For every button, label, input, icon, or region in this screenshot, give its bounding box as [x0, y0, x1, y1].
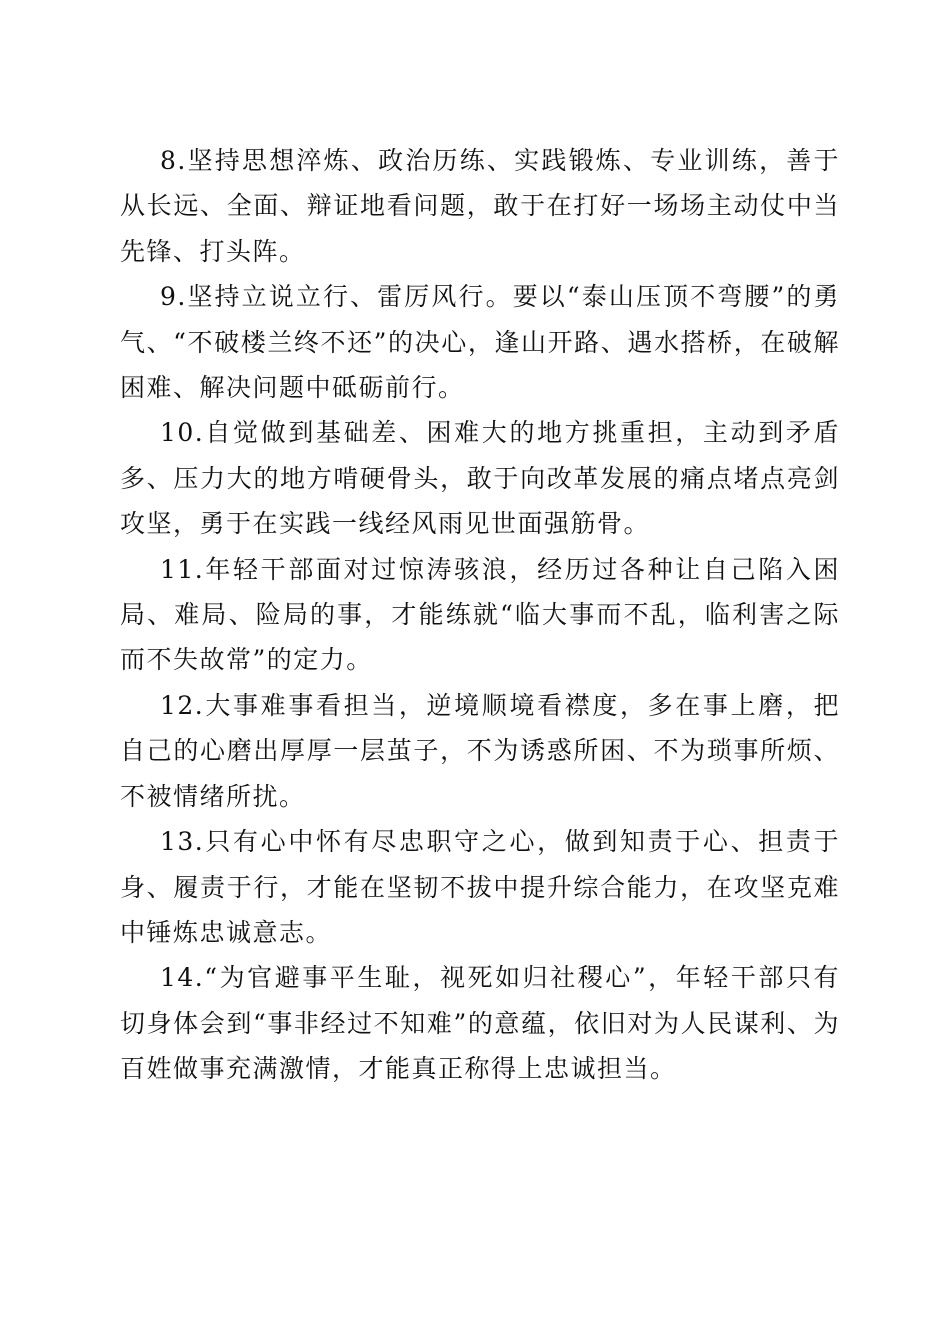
paragraph-9: 9.坚持立说立行、雷厉风行。要以“泰山压顶不弯腰”的勇气、“不破楼兰终不还”的决心，逢山开路、遇水搭桥，在破解困难、解决问题中砥砺前行。	[120, 282, 840, 403]
paragraph-13: 13.只有心中怀有尽忠职守之心，做到知责于心、担责于身、履责于行，才能在坚韧不拔中提升综合能力，在攻坚克难中锤炼忠诚意志。	[120, 827, 840, 947]
paragraph-10: 10.自觉做到基础差、困难大的地方挑重担，主动到矛盾多、压力大的地方啃硬骨头，敢于向改革发展的痛点堵点亮剑攻坚，勇于在实践一线经风雨见世面强筋骨。	[120, 418, 840, 539]
document-body	[120, 138, 840, 1092]
paragraph-11: 11.年轻干部面对过惊涛骇浪，经历过各种让自己陷入困局、难局、险局的事，才能练就“临大事而不乱，临利害之际而不失故常”的定力。	[120, 554, 840, 675]
paragraph-14: 14.“为官避事平生耻，视死如归社稷心”，年轻干部只有切身体会到“事非经过不知难”的意蕴，依旧对为人民谋利、为百姓做事充满激情，才能真正称得上忠诚担当。	[120, 963, 840, 1084]
paragraph-8: 8.坚持思想淬炼、政治历练、实践锻炼、专业训练，善于从长远、全面、辩证地看问题，敢于在打好一场场主动仗中当先锋、打头阵。	[120, 146, 840, 266]
paragraph-12: 12.大事难事看担当，逆境顺境看襟度，多在事上磨，把自己的心磨出厚厚一层茧子，不为诱惑所困、不为琐事所烦、不被情绪所扰。	[120, 690, 840, 811]
